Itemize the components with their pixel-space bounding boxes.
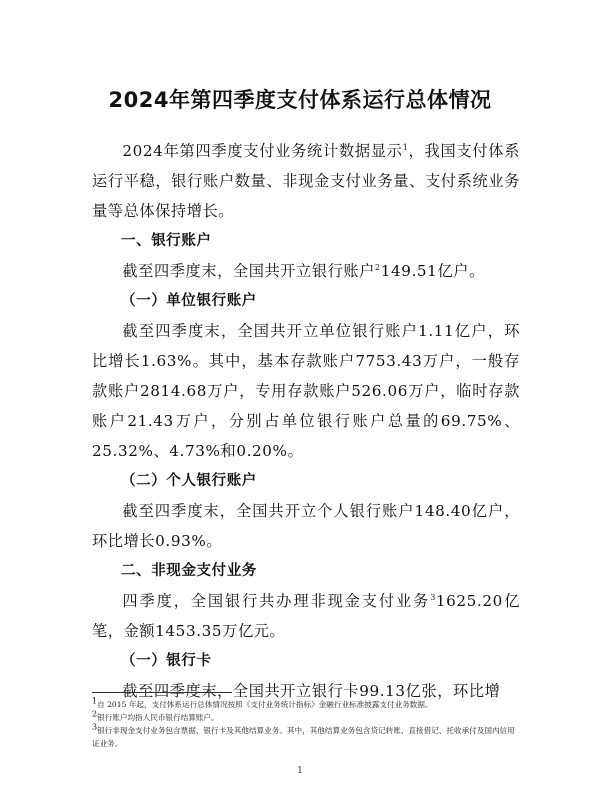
accounts-text-start: 截至四季度末，全国共开立银行账户 <box>122 262 375 280</box>
footnote-2-number: 2 <box>92 709 98 719</box>
intro-text-start: 2024年第四季度支付业务统计数据显示 <box>122 142 403 160</box>
footnote-ref-2[interactable]: 2 <box>375 262 381 272</box>
page-number: 1 <box>297 766 303 776</box>
document-title: 2024年第四季度支付体系运行总体情况 <box>108 88 492 112</box>
footnote-3-number: 3 <box>92 722 98 732</box>
subheading-unit-accounts: （一）单位银行账户 <box>121 293 257 309</box>
footnote-2-text: 银行账户均指人民币银行结算账户。 <box>97 713 219 722</box>
noncash-text-start: 四季度，全国银行共办理非现金支付业务 <box>122 592 431 610</box>
footnotes <box>92 698 522 750</box>
subheading-bank-cards: （一）银行卡 <box>121 653 212 669</box>
footnote-divider <box>92 692 232 693</box>
intro-paragraph <box>92 136 520 226</box>
footnote-1-number: 1 <box>92 696 98 706</box>
accounts-text-end: 149.51亿户。 <box>380 262 485 280</box>
footnote-1 <box>92 698 522 711</box>
footnote-3-text: 银行非现金支付业务包含票据、银行卡及其他结算业务。其中，其他结算业务包含贷记转账、直接借记、托收承付及国内信用证业务。 <box>92 726 515 748</box>
document-body <box>92 136 520 706</box>
section-heading-accounts: 一、银行账户 <box>121 233 212 249</box>
footnote-ref-1[interactable]: 1 <box>402 142 409 152</box>
footnote-ref-3[interactable]: 3 <box>430 592 436 602</box>
subheading-personal-accounts: （二）个人银行账户 <box>121 473 257 489</box>
intro-text-end: ，我国支付体系运行平稳，银行账户数量、非现金支付业务量、支付系统业务量等总体保持增长。 <box>92 142 520 220</box>
unit-accounts-paragraph: 截至四季度末，全国共开立单位银行账户1.11亿户，环比增长1.63%。其中，基本存款账户7753.43万户，一般存款账户2814.68万户，专用存款账户526.06万户，临时存款账户21.43万户，分别占单位银行账户总量的69.75%、25.32%、4.73%和0.20%。 <box>92 322 520 460</box>
section-heading-noncash: 二、非现金支付业务 <box>121 563 257 579</box>
noncash-paragraph <box>92 586 520 646</box>
footnote-2 <box>92 711 522 724</box>
personal-accounts-paragraph: 截至四季度末，全国共开立个人银行账户148.40亿户，环比增长0.93%。 <box>92 502 520 550</box>
footnote-3 <box>92 724 522 750</box>
bank-cards-paragraph: 截至四季度末，全国共开立银行卡99.13亿张，环比增 <box>122 682 501 700</box>
accounts-paragraph <box>92 256 520 286</box>
noncash-text-end: 1625.20亿笔，金额1453.35万亿元。 <box>92 592 520 640</box>
footnote-1-text: 自 2015 年起，支付体系运行总体情况按照《支付业务统计指标》金融行业标准披露支付业务数据。 <box>97 700 433 709</box>
